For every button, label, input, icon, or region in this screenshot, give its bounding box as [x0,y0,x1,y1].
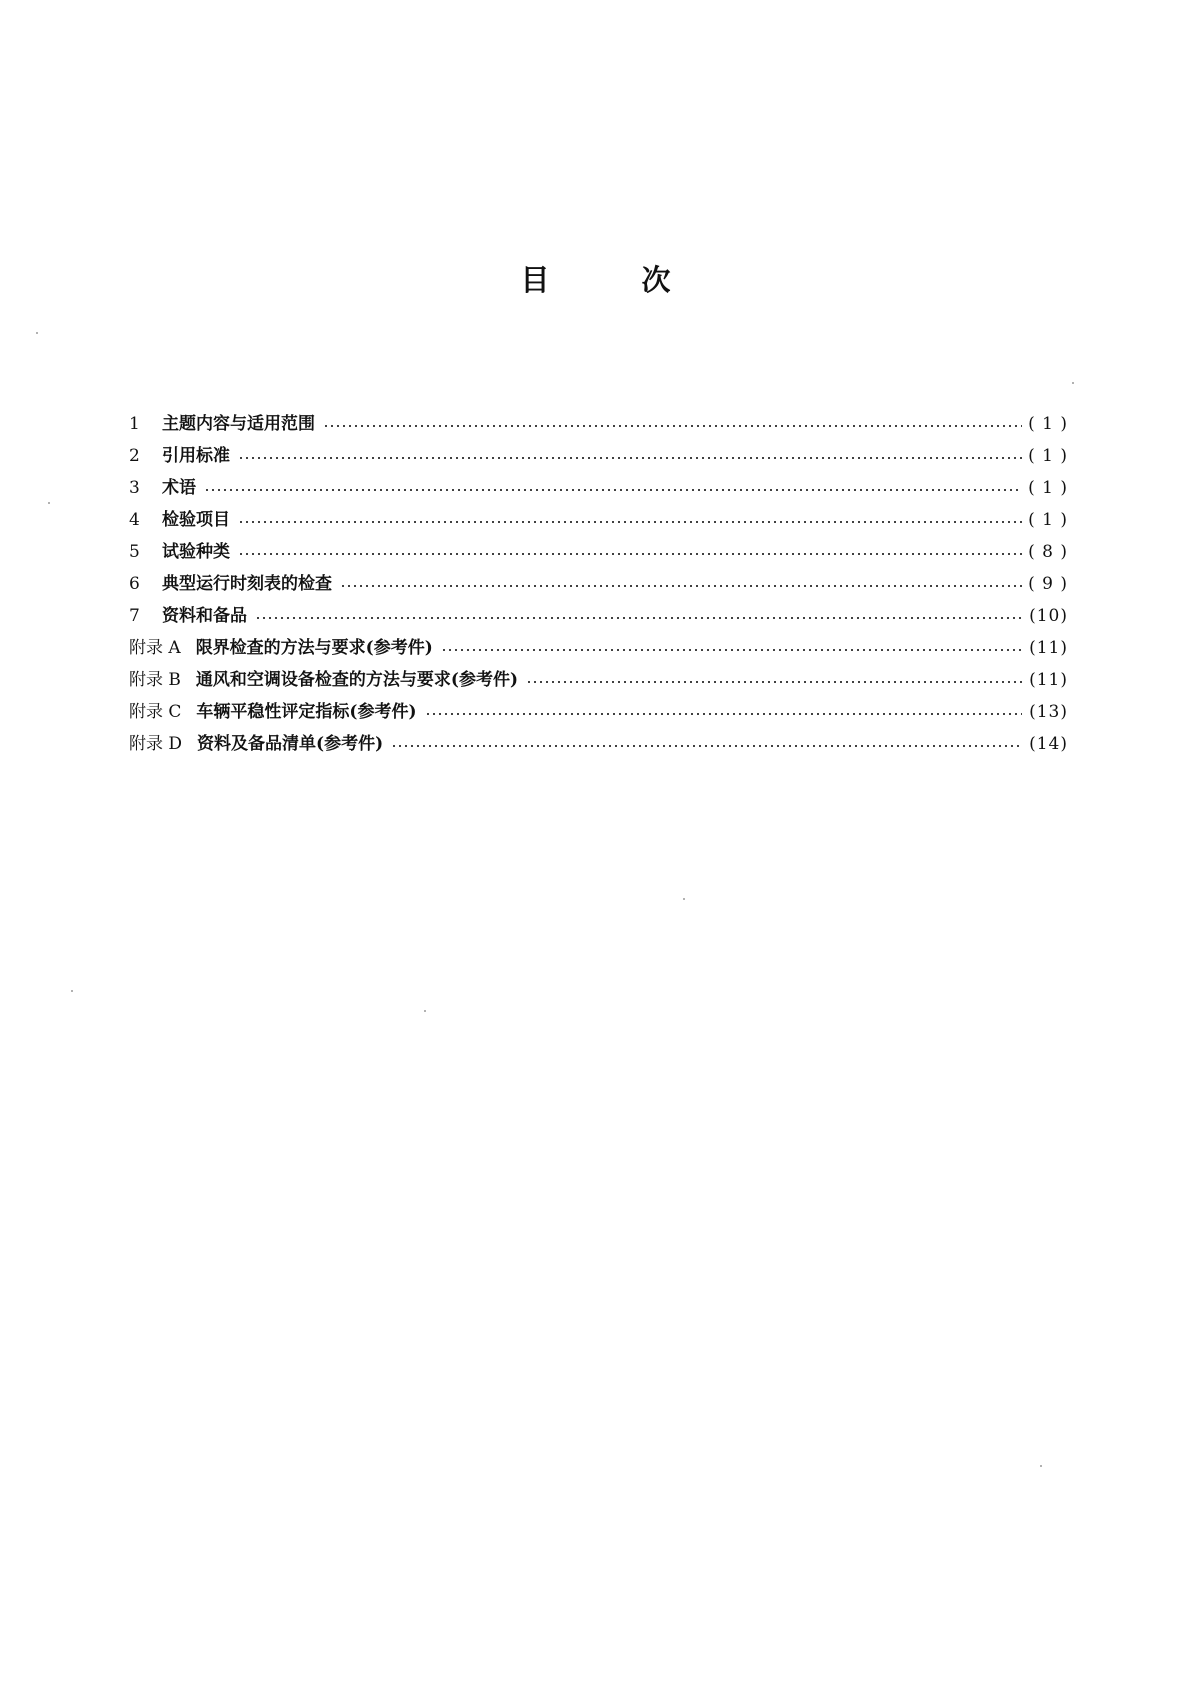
toc-page-number: ( 1 ) [1028,414,1068,434]
toc-page-number: ( 9 ) [1028,574,1068,594]
page-title-char-2: 次 [641,263,671,297]
toc-number: 附录 A [129,638,181,658]
toc-title: 引用标准 [162,446,230,466]
toc-leader-dots [255,616,1022,620]
toc-number: 5 [129,542,140,562]
scan-speck [1040,1465,1042,1467]
toc-leader-dots [323,424,1022,428]
toc-title: 通风和空调设备检查的方法与要求(参考件) [195,670,518,690]
scan-speck [1072,382,1074,384]
toc-number: 1 [129,414,140,434]
toc-number: 4 [129,510,140,530]
toc-page-number: (11) [1029,638,1068,658]
toc-page-number: ( 1 ) [1028,478,1068,498]
toc-title: 资料和备品 [162,606,247,626]
toc-number: 7 [129,606,140,626]
toc-page-number: (14) [1029,734,1068,754]
toc-number: 6 [129,574,140,594]
toc-page-number: ( 8 ) [1028,542,1068,562]
toc-entry-appendix-b [129,657,1068,689]
toc-page-number: (10) [1029,606,1068,626]
toc-entry-7 [129,593,1068,625]
scan-speck [683,898,685,900]
toc-number: 2 [129,446,140,466]
scan-speck [36,332,38,334]
toc-entry-5 [129,529,1068,561]
toc-title: 主题内容与适用范围 [162,414,315,434]
scan-speck [71,990,73,992]
toc-title: 资料及备品清单(参考件) [197,734,384,754]
toc-entry-appendix-a [129,625,1068,657]
page-title-char-1: 目 [520,263,550,297]
toc-page-number: ( 1 ) [1028,510,1068,530]
toc-leader-dots [425,712,1022,716]
toc-number: 附录 B [129,670,181,690]
toc-leader-dots [526,680,1022,684]
toc-title: 典型运行时刻表的检查 [162,574,332,594]
toc-entry-6 [129,561,1068,593]
scan-speck [48,502,50,504]
toc-title: 术语 [162,478,196,498]
toc-entry-appendix-c [129,689,1068,721]
toc-leader-dots [238,456,1022,460]
toc-leader-dots [238,520,1022,524]
toc-page-number: (11) [1029,670,1068,690]
toc-leader-dots [340,584,1022,588]
toc-leader-dots [238,552,1022,556]
toc-number: 3 [129,478,140,498]
toc-leader-dots [441,648,1022,652]
toc-title: 试验种类 [162,542,230,562]
toc-entry-appendix-d [129,721,1068,753]
toc-number: 附录 D [129,734,183,754]
toc-leader-dots [391,744,1022,748]
toc-title: 限界检查的方法与要求(参考件) [195,638,433,658]
toc-entry-4 [129,497,1068,529]
toc-number: 附录 C [129,702,182,722]
toc-entry-1 [129,401,1068,433]
toc-page-number: ( 1 ) [1028,446,1068,466]
toc-page-number: (13) [1029,702,1068,722]
scan-speck [424,1010,426,1012]
table-of-contents [129,401,1068,753]
toc-leader-dots [204,488,1022,492]
toc-entry-3 [129,465,1068,497]
toc-entry-2 [129,433,1068,465]
toc-title: 车辆平稳性评定指标(参考件) [196,702,417,722]
page-title [0,258,1191,299]
toc-title: 检验项目 [162,510,230,530]
